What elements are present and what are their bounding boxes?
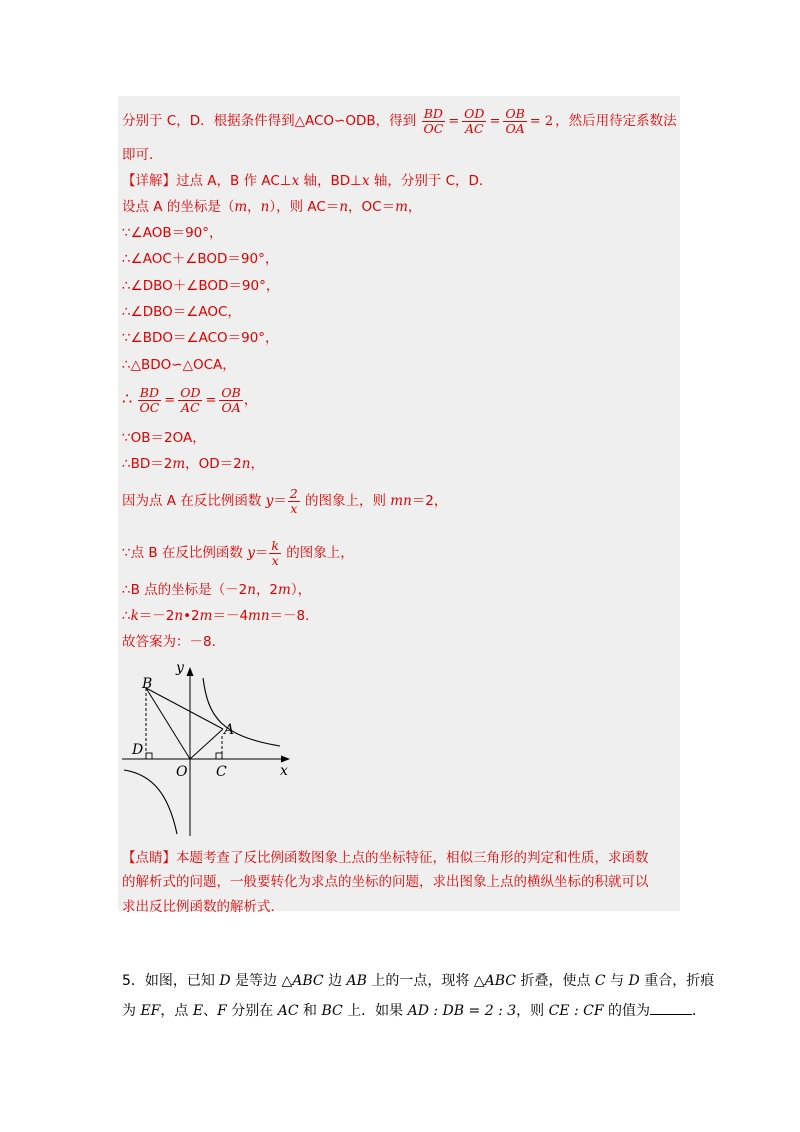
remark-line-2: 的解析式的问题，一般要转化为求点的坐标的问题，求出图象上点的横纵坐标的积就可以 bbox=[122, 874, 649, 890]
detail-line bbox=[122, 171, 492, 191]
fraction-ob-oa: $\frac{OB}{OA}$ bbox=[505, 105, 525, 136]
question-line-2 bbox=[122, 1000, 706, 1022]
text: ＝2， bbox=[411, 493, 448, 509]
y-axis-arrow bbox=[187, 667, 194, 676]
step-line-1: ∵∠AOB＝90°， bbox=[122, 225, 223, 241]
label-a: A bbox=[224, 722, 235, 738]
fraction-bd-oc: $\frac{BD}{OC}$ bbox=[139, 384, 160, 415]
equals-two: = 2 bbox=[529, 114, 554, 129]
var-m: m bbox=[199, 608, 213, 624]
intro-text: 分别于 C，D．根据条件得到△ACO∽ bbox=[122, 113, 346, 129]
var-k: k bbox=[130, 608, 139, 624]
fraction-od-ac: $\frac{OD}{AC}$ bbox=[464, 105, 485, 136]
text: ，OC＝ bbox=[348, 199, 396, 215]
text: 边 bbox=[323, 973, 347, 989]
segment-ef: EF bbox=[140, 1003, 161, 1019]
var-y: y bbox=[247, 545, 255, 561]
text: 5．如图，已知 bbox=[122, 973, 220, 989]
step-line-4: ∴∠DBO＝∠AOC， bbox=[122, 304, 241, 320]
text: 上．如果 bbox=[342, 1003, 408, 1019]
var-n: n bbox=[247, 582, 256, 598]
text: 折叠，使点 bbox=[516, 973, 595, 989]
triangle-abc: △ABC bbox=[281, 973, 324, 989]
text: 是等边 bbox=[230, 973, 282, 989]
label-b: B bbox=[142, 676, 153, 692]
ratio-ce-cf: CE : CF bbox=[548, 1003, 604, 1019]
step-line-13 bbox=[122, 606, 319, 626]
fraction-k-over-x: $\frac{k}{x}$ bbox=[271, 537, 279, 568]
var-e: E bbox=[192, 1003, 204, 1019]
answer-line: 故答案为：－8． bbox=[122, 634, 226, 650]
x-axis-arrow bbox=[281, 756, 290, 763]
var-n: n bbox=[174, 608, 184, 624]
step-line-12 bbox=[122, 580, 311, 600]
text: ，OD＝2 bbox=[185, 456, 242, 472]
fraction-ob-oa: $\frac{OB}{OA}$ bbox=[221, 384, 241, 415]
hyperbola-branch-right bbox=[203, 678, 280, 746]
var-m: m bbox=[172, 456, 186, 472]
ratio-ad-db: AD : DB = 2 : 3 bbox=[407, 1003, 517, 1019]
text: •2 bbox=[183, 608, 200, 624]
text: 分别在 bbox=[226, 1003, 278, 1019]
text: ＝ bbox=[254, 545, 269, 561]
text: 和 bbox=[298, 1003, 322, 1019]
step-line-2: ∴∠AOC＋∠BOD＝90°， bbox=[122, 251, 279, 267]
question-line-1 bbox=[122, 970, 714, 992]
text: ）， bbox=[290, 582, 312, 598]
text: 为 bbox=[122, 1003, 141, 1019]
fraction-od-ac: $\frac{OD}{AC}$ bbox=[180, 384, 201, 415]
remark-line-3: 求出反比例函数的解析式． bbox=[122, 899, 284, 915]
set-coordinates-line bbox=[122, 197, 421, 217]
var-m: m bbox=[278, 582, 291, 598]
hyperbola-figure bbox=[120, 656, 300, 842]
text: ＝－4 bbox=[212, 608, 249, 624]
var-m: m bbox=[234, 199, 248, 215]
label-c: C bbox=[216, 764, 227, 780]
var-d: D bbox=[219, 973, 231, 989]
text: ＝－2 bbox=[138, 608, 175, 624]
step-line-5: ∵∠BDO＝∠ACO＝90°， bbox=[122, 330, 279, 346]
text: 设点 A 的坐标是（ bbox=[122, 199, 235, 215]
text: ），则 AC＝ bbox=[269, 199, 340, 215]
intro-line bbox=[122, 104, 677, 138]
step-line-6: ∴△BDO∽△OCA， bbox=[122, 357, 236, 373]
step-line-11 bbox=[122, 535, 354, 571]
equals-sign: = bbox=[164, 393, 176, 408]
text: ， bbox=[243, 392, 258, 408]
text: ， bbox=[407, 199, 422, 215]
text: ，则 bbox=[516, 1003, 549, 1019]
segment-bc: BC bbox=[321, 1003, 343, 1019]
label-y: y bbox=[176, 660, 184, 676]
var-n: n bbox=[260, 199, 270, 215]
detail-text: 轴，BD⊥ bbox=[299, 173, 362, 189]
triangle-abc: △ABC bbox=[473, 973, 516, 989]
var-c: C bbox=[594, 973, 606, 989]
var-n: n bbox=[241, 456, 251, 472]
right-angle-mark-c bbox=[216, 753, 222, 759]
hyperbola-branch-left bbox=[124, 770, 177, 834]
step-line-3: ∴∠DBO＋∠BOD＝90°， bbox=[122, 278, 280, 294]
ratio-line bbox=[122, 381, 257, 417]
text: ． bbox=[692, 1003, 707, 1019]
detail-text: 过点 A，B 作 AC⊥ bbox=[176, 173, 292, 189]
step-line-9 bbox=[122, 454, 264, 474]
var-mn: mn bbox=[390, 493, 412, 509]
detail-tag: 【详解】 bbox=[122, 173, 176, 189]
text: 、 bbox=[203, 1003, 218, 1019]
right-angle-mark-d bbox=[146, 753, 152, 759]
var-x: x bbox=[291, 173, 300, 189]
equals-sign: = bbox=[489, 114, 501, 129]
step-line-10 bbox=[122, 483, 447, 519]
text: 因为点 A 在反比例函数 bbox=[122, 493, 266, 509]
equals-sign: = bbox=[205, 393, 217, 408]
text: 上的一点，现将 bbox=[366, 973, 474, 989]
var-n: n bbox=[339, 199, 349, 215]
fraction-bd-oc: $\frac{BD}{OC}$ bbox=[423, 105, 444, 136]
text: ， bbox=[250, 456, 264, 472]
var-m: m bbox=[395, 199, 408, 215]
therefore-symbol: ∴ bbox=[122, 389, 133, 408]
label-x: x bbox=[280, 763, 288, 779]
text: ∴ bbox=[122, 608, 131, 624]
intro-text-c: ，然后用待定系数法 bbox=[555, 113, 677, 129]
text: ∴B 点的坐标是（－2 bbox=[122, 582, 248, 598]
text: ，点 bbox=[160, 1003, 193, 1019]
segment-ab: AB bbox=[346, 973, 367, 989]
var-x: x bbox=[361, 173, 370, 189]
intro-text-b: ODB，得到 bbox=[345, 113, 417, 129]
text: ＝ bbox=[273, 493, 287, 509]
label-d: D bbox=[132, 742, 144, 758]
remark-line-1: 【点睛】本题考查了反比例函数图象上点的坐标特征，相似三角形的判定和性质，求函数 bbox=[122, 850, 649, 866]
step-line-8: ∵OB＝2OA， bbox=[122, 430, 206, 446]
text: 的值为 bbox=[603, 1003, 651, 1019]
text: ∵点 B 在反比例函数 bbox=[122, 545, 248, 561]
text: 的图象上，则 bbox=[300, 493, 391, 509]
text: 重合，折痕 bbox=[639, 973, 715, 989]
text: 与 bbox=[605, 973, 629, 989]
intro-line-2: 即可． bbox=[122, 147, 163, 163]
label-o: O bbox=[176, 764, 188, 780]
segment-oa bbox=[190, 729, 223, 759]
fraction-2-over-x: $\frac{2}{x}$ bbox=[289, 485, 298, 516]
text: ＝－8． bbox=[269, 608, 319, 624]
var-f: F bbox=[217, 1003, 227, 1019]
text: ，2 bbox=[255, 582, 279, 598]
segment-ac: AC bbox=[277, 1003, 299, 1019]
detail-text: 轴，分别于 C，D． bbox=[369, 173, 493, 189]
text: ∴BD＝2 bbox=[122, 456, 173, 472]
text: ， bbox=[247, 199, 261, 215]
answer-blank[interactable] bbox=[650, 1000, 692, 1015]
var-mn: mn bbox=[248, 608, 270, 624]
text: 的图象上， bbox=[281, 545, 354, 561]
segment-ob bbox=[146, 688, 190, 759]
var-d: D bbox=[628, 973, 640, 989]
var-y: y bbox=[265, 493, 274, 509]
equals-sign: = bbox=[448, 114, 460, 129]
